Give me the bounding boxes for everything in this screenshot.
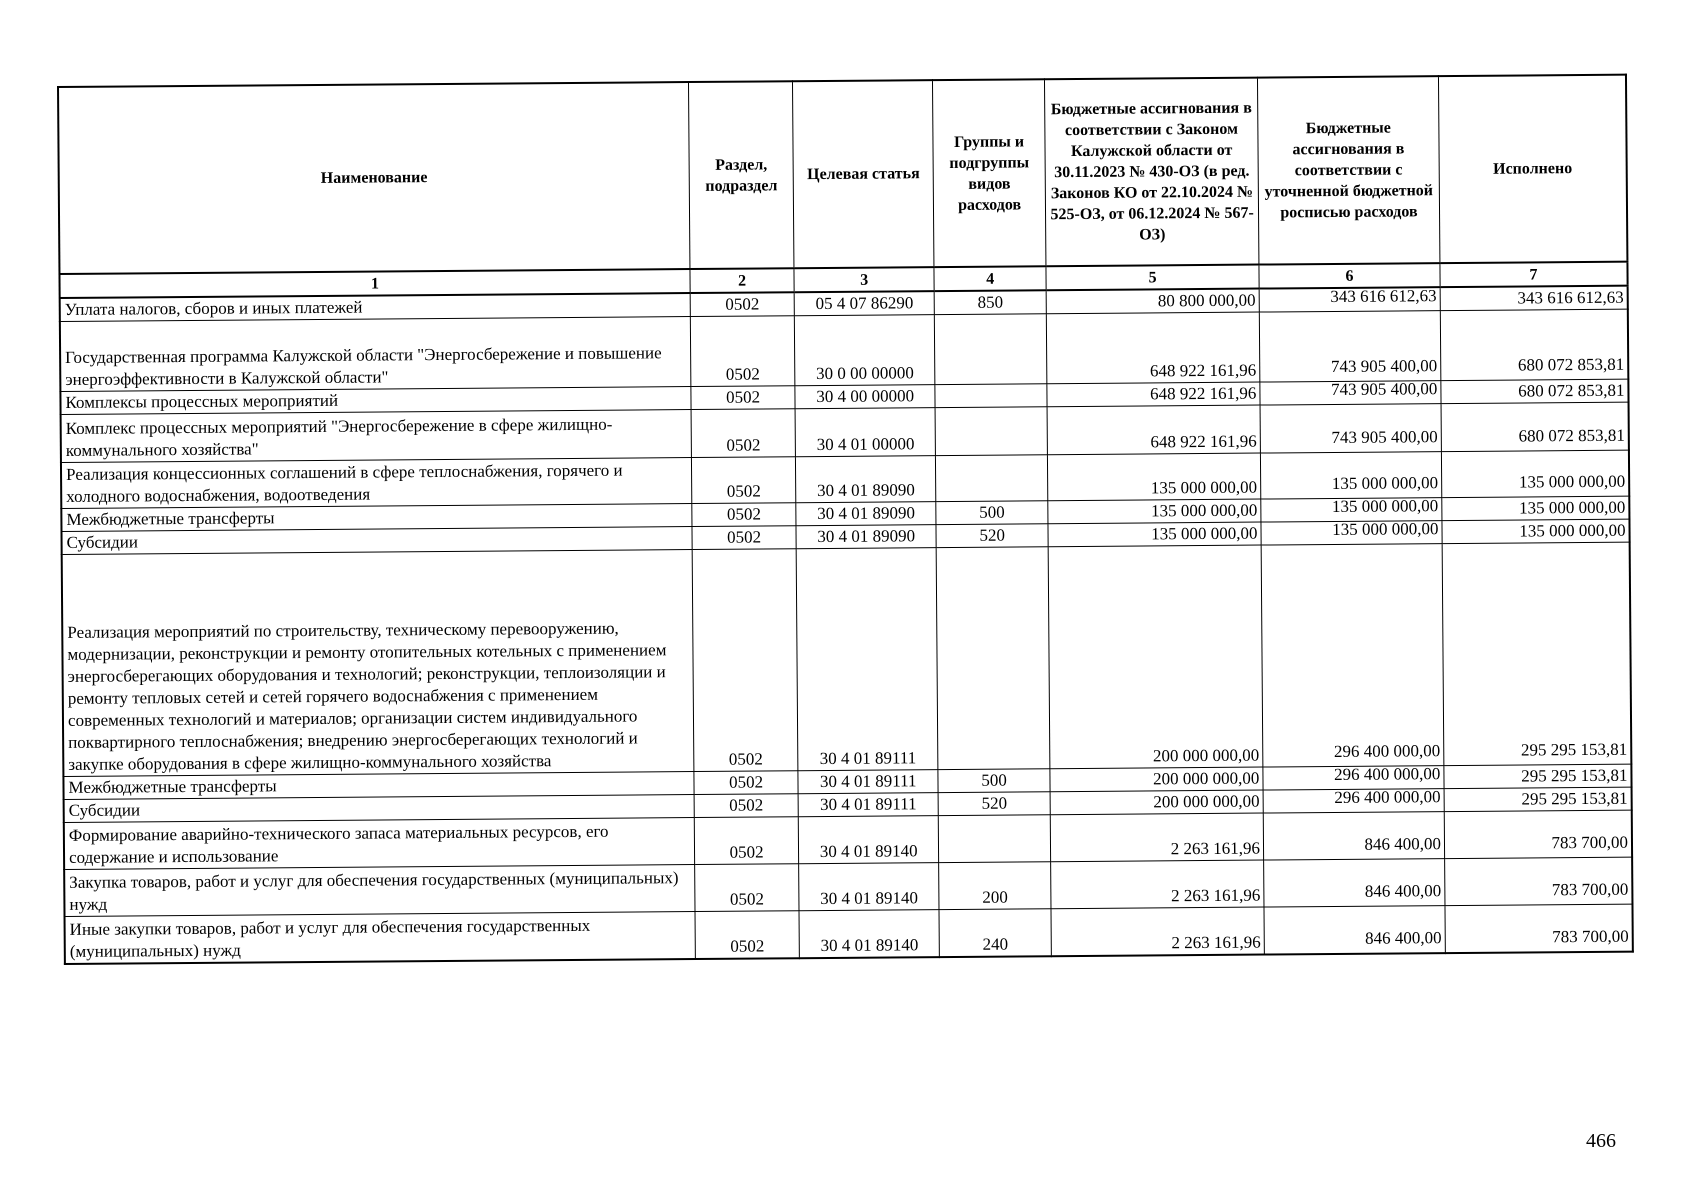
row-executed-value: 680 072 853,81 — [1517, 354, 1625, 375]
budget-table-sheet — [57, 74, 1634, 965]
row-name: Уплата налогов, сборов и иных платежей — [60, 293, 690, 321]
row-target: 30 4 01 89140 — [799, 816, 939, 864]
row-refined-value: 135 000 000,00 — [1331, 496, 1439, 516]
row-executed-amount — [1445, 904, 1633, 952]
row-law-amount: 648 922 161,96 — [1047, 405, 1260, 455]
row-section: 0502 — [694, 771, 799, 795]
row-section: 0502 — [694, 864, 799, 912]
row-group: 240 — [939, 909, 1052, 957]
row-target: 05 4 07 86290 — [795, 291, 935, 316]
row-section: 0502 — [692, 549, 798, 772]
row-executed-amount: 295 295 153,81 — [1444, 787, 1632, 811]
row-executed-value: 783 700,00 — [1551, 879, 1629, 900]
row-name: Государственная программа Калужской области "Энергосбережение и повышение энергоэффективности в Калужской области" — [60, 317, 691, 392]
row-law-amount: 2 263 161,96 — [1051, 860, 1264, 909]
row-group — [935, 384, 1047, 408]
column-number: 2 — [690, 268, 795, 293]
row-executed-amount: 135 000 000,00 — [1442, 519, 1630, 543]
row-executed-value: 680 072 853,81 — [1518, 425, 1625, 446]
header-refined: Бюджетные ассигнования в соответствии с уточненной бюджетной росписью расходов — [1257, 76, 1439, 264]
row-executed-amount: 295 295 153,81 — [1444, 764, 1632, 788]
row-group: 500 — [938, 769, 1050, 793]
row-refined-amount — [1261, 521, 1442, 545]
row-refined-value: 743 905 400,00 — [1331, 427, 1438, 448]
row-section: 0502 — [694, 794, 799, 818]
row-name: Субсидии — [64, 795, 694, 823]
row-group: 520 — [936, 524, 1048, 548]
header-name: Наименование — [58, 82, 690, 274]
table-body — [60, 286, 1633, 964]
row-target: 30 4 00 00000 — [795, 385, 935, 409]
row-group: 500 — [936, 501, 1048, 525]
row-refined-amount — [1259, 311, 1441, 382]
row-law-amount: 200 000 000,00 — [1050, 767, 1263, 792]
row-executed-amount — [1440, 309, 1628, 380]
column-number: 7 — [1440, 262, 1628, 287]
row-target: 30 4 01 89090 — [796, 525, 936, 549]
row-executed-amount — [1444, 810, 1632, 858]
row-section: 0502 — [690, 292, 795, 316]
row-executed-amount: 680 072 853,81 — [1441, 379, 1629, 403]
row-refined-value: 743 905 400,00 — [1331, 379, 1438, 400]
row-name: Реализация концессионных соглашений в сфере теплоснабжения, горячего и холодного водоснабжения, водоотведения — [61, 458, 692, 509]
row-section: 0502 — [691, 386, 796, 410]
row-executed-value: 135 000 000,00 — [1518, 471, 1626, 492]
row-name: Формирование аварийно-технического запаса материальных ресурсов, его содержание и использование — [64, 818, 695, 870]
row-law-amount: 200 000 000,00 — [1050, 790, 1263, 815]
row-section: 0502 — [695, 911, 800, 959]
row-section: 0502 — [691, 457, 796, 504]
header-executed: Исполнено — [1438, 75, 1627, 263]
header-groups: Группы и подгруппы видов расходов — [932, 79, 1046, 267]
row-refined-value: 343 616 612,63 — [1330, 286, 1437, 307]
row-target: 30 0 00 00000 — [795, 315, 935, 386]
row-executed-value: 783 700,00 — [1551, 832, 1629, 853]
row-refined-value: 743 905 400,00 — [1330, 356, 1438, 377]
row-group — [938, 815, 1051, 863]
row-law-amount: 135 000 000,00 — [1048, 453, 1261, 501]
row-law-amount: 648 922 161,96 — [1047, 382, 1260, 407]
row-executed-amount — [1441, 450, 1629, 497]
row-name: Комплекс процессных мероприятий "Энергосбережение в сфере жилищно-коммунального хозяйства" — [61, 410, 692, 463]
row-name: Реализация мероприятий по строительству, техническому перевооружению, модернизации, реконструкции и ремонту отопительных котельных с применением энергосберегающих оборудования и технологий; реконструкции, теплоизоляции и ремонту тепловых сетей и сетей горячего водоснабжения с применением современных технологий и материалов; организации систем индивидуального поквартирного теплоснабжения; внедрению энергосберегающих технологий и закупке оборудования в сфере жилищно-коммунального хозяйства — [62, 550, 694, 777]
row-refined-value: 296 400 000,00 — [1333, 741, 1441, 761]
table-header — [58, 75, 1628, 298]
row-refined-value: 135 000 000,00 — [1331, 473, 1439, 493]
row-section: 0502 — [692, 503, 797, 527]
row-law-amount: 2 263 161,96 — [1051, 813, 1264, 862]
column-number: 3 — [794, 267, 934, 292]
row-refined-value: 846 400,00 — [1365, 927, 1442, 948]
row-executed-amount: 343 616 612,63 — [1440, 286, 1628, 311]
header-section: Раздел, подраздел — [688, 81, 794, 269]
row-refined-amount — [1263, 789, 1444, 813]
page-number: 466 — [1586, 1130, 1616, 1152]
row-group — [936, 547, 1050, 770]
row-target: 30 4 01 89090 — [796, 502, 936, 526]
row-target: 30 4 01 89140 — [799, 863, 939, 911]
row-executed-value: 783 700,00 — [1552, 926, 1629, 946]
row-executed-amount: 135 000 000,00 — [1442, 496, 1630, 520]
row-refined-amount — [1264, 859, 1445, 907]
row-name: Комплексы процессных мероприятий — [60, 387, 690, 415]
column-number: 6 — [1259, 263, 1440, 288]
row-law-amount: 648 922 161,96 — [1047, 312, 1260, 384]
row-group: 850 — [934, 290, 1046, 314]
row-group — [935, 407, 1048, 456]
row-group — [935, 455, 1048, 502]
row-refined-amount — [1260, 381, 1441, 405]
row-target: 30 4 01 00000 — [795, 408, 935, 457]
row-target: 30 4 01 89111 — [798, 770, 938, 794]
row-law-amount: 2 263 161,96 — [1051, 907, 1264, 956]
row-refined-value: 846 400,00 — [1364, 834, 1441, 854]
row-group: 520 — [938, 792, 1050, 816]
row-refined-amount — [1259, 287, 1440, 312]
row-refined-amount — [1264, 906, 1445, 954]
table-row — [62, 542, 1632, 776]
row-executed-amount — [1441, 402, 1629, 451]
row-name: Субсидии — [61, 527, 691, 555]
row-refined-value: 296 400 000,00 — [1334, 764, 1441, 784]
row-section: 0502 — [692, 526, 797, 550]
row-refined-value: 135 000 000,00 — [1332, 519, 1439, 539]
row-name: Закупка товаров, работ и услуг для обеспечения государственных (муниципальных) нужд — [64, 865, 695, 917]
row-section: 0502 — [691, 409, 796, 458]
row-refined-amount — [1260, 452, 1441, 499]
row-refined-value: 846 400,00 — [1364, 881, 1442, 901]
budget-table — [57, 74, 1634, 965]
header-law: Бюджетные ассигнования в соответствии с Законом Калужской области от 30.11.2023 № 430-ОЗ (в ред. Законов КО от 22.10.2024 № 525-ОЗ, от 06.12.2024 № 567-ОЗ) — [1045, 78, 1259, 267]
column-number: 5 — [1046, 265, 1259, 291]
column-number: 1 — [59, 269, 689, 298]
row-target: 30 4 01 89140 — [799, 910, 939, 958]
row-name: Межбюджетные трансферты — [61, 504, 691, 532]
row-executed-amount — [1442, 542, 1631, 765]
row-section: 0502 — [694, 817, 799, 865]
row-target: 30 4 01 89111 — [797, 548, 938, 771]
row-refined-amount — [1261, 544, 1444, 767]
row-law-amount: 80 800 000,00 — [1046, 289, 1259, 314]
row-executed-value: 295 295 153,81 — [1520, 739, 1628, 760]
row-section: 0502 — [690, 316, 795, 387]
row-name: Межбюджетные трансферты — [63, 772, 693, 800]
row-refined-value: 296 400 000,00 — [1334, 787, 1441, 807]
row-name: Иные закупки товаров, работ и услуг для обеспечения государственных (муниципальных) нужд — [65, 912, 696, 964]
row-target: 30 4 01 89090 — [796, 456, 936, 503]
row-group: 200 — [939, 862, 1052, 910]
column-number: 4 — [934, 266, 1046, 291]
row-law-amount: 135 000 000,00 — [1048, 522, 1261, 547]
row-law-amount: 135 000 000,00 — [1048, 499, 1261, 524]
header-target: Целевая статья — [793, 80, 934, 268]
row-target: 30 4 01 89111 — [799, 793, 939, 817]
row-refined-amount — [1260, 404, 1441, 453]
row-law-amount: 200 000 000,00 — [1048, 545, 1262, 769]
row-group — [934, 314, 1047, 385]
row-executed-amount — [1445, 857, 1633, 905]
row-refined-amount — [1263, 812, 1444, 860]
